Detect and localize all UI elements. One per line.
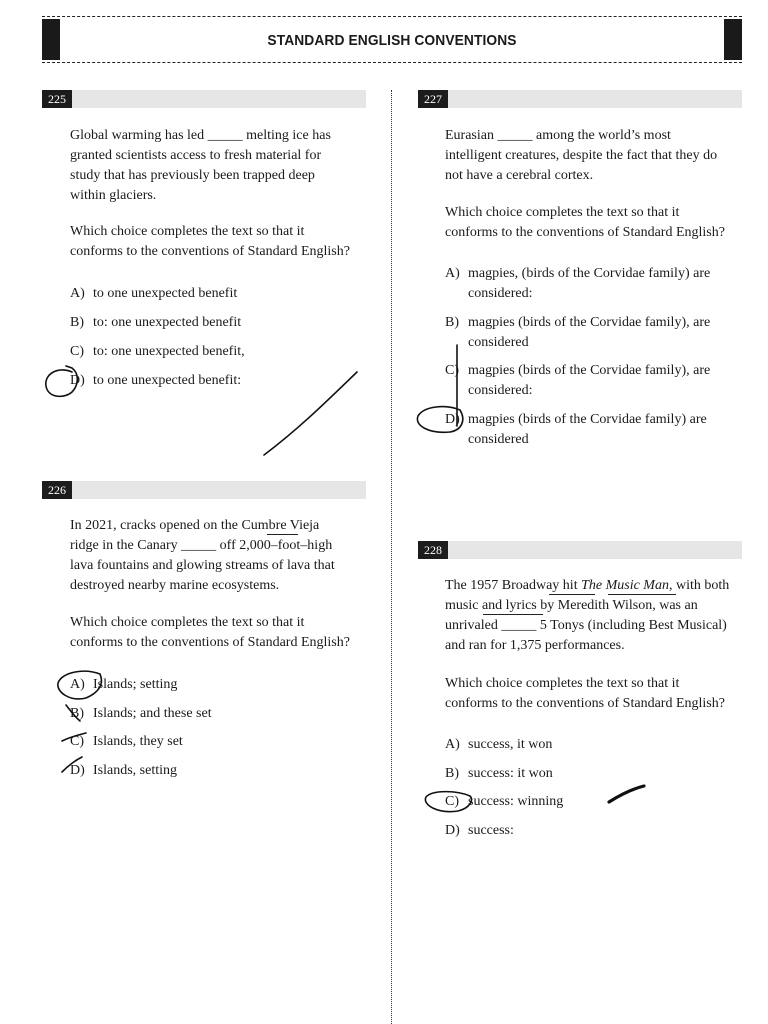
- passage-line: unrivaled _____ 5 Tonys (including Best Musical): [445, 618, 727, 633]
- option-text: to: one unexpected benefit: [93, 315, 242, 330]
- q225-prompt: [70, 222, 380, 262]
- option-text-line: considered: [468, 335, 529, 350]
- prompt-line: conforms to the conventions of Standard English?: [70, 244, 350, 259]
- option-letter: B): [70, 706, 84, 721]
- passage-line: lava fountains and glowing streams of lava that: [70, 558, 335, 573]
- passage-line: [445, 576, 755, 596]
- option-text: [468, 361, 748, 401]
- question-number: 228: [418, 541, 448, 559]
- option-letter: B): [70, 315, 84, 330]
- option-text: [468, 410, 748, 450]
- passage-line: and ran for 1,375 performances.: [445, 638, 625, 653]
- option-text: Islands; and these set: [93, 706, 212, 721]
- question-225: [42, 90, 366, 108]
- passage-line: In 2021, cracks opened on the Cumbre Vieja: [70, 518, 320, 533]
- option-letter: D): [445, 412, 460, 427]
- question-number: 225: [42, 90, 72, 108]
- option-letter: B): [445, 315, 459, 330]
- option-letter: B): [445, 766, 459, 781]
- option-letter: C): [70, 734, 84, 749]
- prompt-line: conforms to the conventions of Standard English?: [70, 635, 350, 650]
- option-text: success: it won: [468, 766, 553, 781]
- passage-line: ridge in the Canary _____ off 2,000–foot–high: [70, 538, 333, 553]
- header-tab-right: [724, 19, 742, 60]
- passage-line: music and lyrics by Meredith Wilson, was an: [445, 598, 698, 613]
- pen-underline: [608, 594, 676, 595]
- q227-prompt: [445, 203, 755, 243]
- passage-line: not have a cerebral cortex.: [445, 168, 594, 183]
- option-text-line: magpies (birds of the Corvidae family), are: [468, 363, 711, 378]
- prompt-line: Which choice completes the text so that it: [70, 615, 305, 630]
- option-letter: A): [70, 286, 85, 301]
- option-text: [468, 313, 748, 353]
- musical-title: The Music Man: [581, 578, 669, 593]
- passage-line: study that has previously been trapped deep: [70, 168, 315, 183]
- section-title: STANDARD ENGLISH CONVENTIONS: [267, 32, 517, 49]
- option-text: success:: [468, 823, 514, 838]
- option-letter: C): [70, 344, 84, 359]
- option-text: Islands, they set: [93, 734, 183, 749]
- header-tab-left: [42, 19, 60, 60]
- question-number: 227: [418, 90, 448, 108]
- q226-prompt: [70, 613, 380, 653]
- option-text: [468, 264, 748, 304]
- option-letter: A): [445, 266, 460, 281]
- option-text: success: winning: [468, 794, 564, 809]
- option-text-line: considered:: [468, 286, 533, 301]
- question-number: 226: [42, 481, 72, 499]
- option-letter: D): [445, 823, 460, 838]
- option-text: Islands, setting: [93, 763, 177, 778]
- option-letter: C): [445, 794, 459, 809]
- option-text-line: magpies (birds of the Corvidae family) are: [468, 412, 707, 427]
- passage-line: Global warming has led _____ melting ice has: [70, 128, 331, 143]
- q226-passage: [70, 516, 370, 596]
- option-text-line: considered: [468, 432, 529, 447]
- question-227: [418, 90, 742, 108]
- question-bar: [418, 90, 742, 108]
- passage-line: within glaciers.: [70, 188, 157, 203]
- section-header: [42, 16, 742, 63]
- q225-passage: [70, 126, 370, 206]
- passage-line: destroyed nearby marine ecosystems.: [70, 578, 280, 593]
- prompt-line: conforms to the conventions of Standard English?: [445, 696, 725, 711]
- passage-line: granted scientists access to fresh material for: [70, 148, 322, 163]
- option-letter: C): [445, 363, 459, 378]
- pen-underline: [483, 614, 543, 615]
- passage-line: Eurasian _____ among the world’s most: [445, 128, 671, 143]
- option-letter: A): [70, 677, 85, 692]
- option-text: to one unexpected benefit: [93, 286, 238, 301]
- q228-prompt: [445, 674, 755, 714]
- option-letter: D): [70, 763, 85, 778]
- option-text-line: magpies, (birds of the Corvidae family) are: [468, 266, 711, 281]
- column-divider: [391, 90, 392, 1024]
- prompt-line: Which choice completes the text so that it: [445, 205, 680, 220]
- option-text-line: considered:: [468, 383, 533, 398]
- option-text-line: magpies (birds of the Corvidae family), are: [468, 315, 711, 330]
- option-text: to: one unexpected benefit,: [93, 344, 245, 359]
- prompt-line: Which choice completes the text so that it: [445, 676, 680, 691]
- question-226: [42, 481, 366, 499]
- q228-passage: [445, 576, 755, 656]
- option-letter: A): [445, 737, 460, 752]
- question-bar: [42, 90, 366, 108]
- option-text: to one unexpected benefit:: [93, 373, 242, 388]
- option-text: success, it won: [468, 737, 553, 752]
- question-bar: [42, 481, 366, 499]
- passage-text: , with both: [668, 578, 730, 593]
- question-228: [418, 541, 742, 559]
- passage-line: intelligent creatures, despite the fact that they do: [445, 148, 718, 163]
- pen-underline: [267, 534, 298, 535]
- prompt-line: Which choice completes the text so that it: [70, 224, 305, 239]
- pen-underline: [549, 594, 595, 595]
- option-text: Islands; setting: [93, 677, 178, 692]
- passage-text: The 1957 Broadway hit: [445, 578, 582, 593]
- prompt-line: conforms to the conventions of Standard English?: [445, 225, 725, 240]
- question-bar: [418, 541, 742, 559]
- option-letter: D): [70, 373, 85, 388]
- q227-passage: [445, 126, 755, 186]
